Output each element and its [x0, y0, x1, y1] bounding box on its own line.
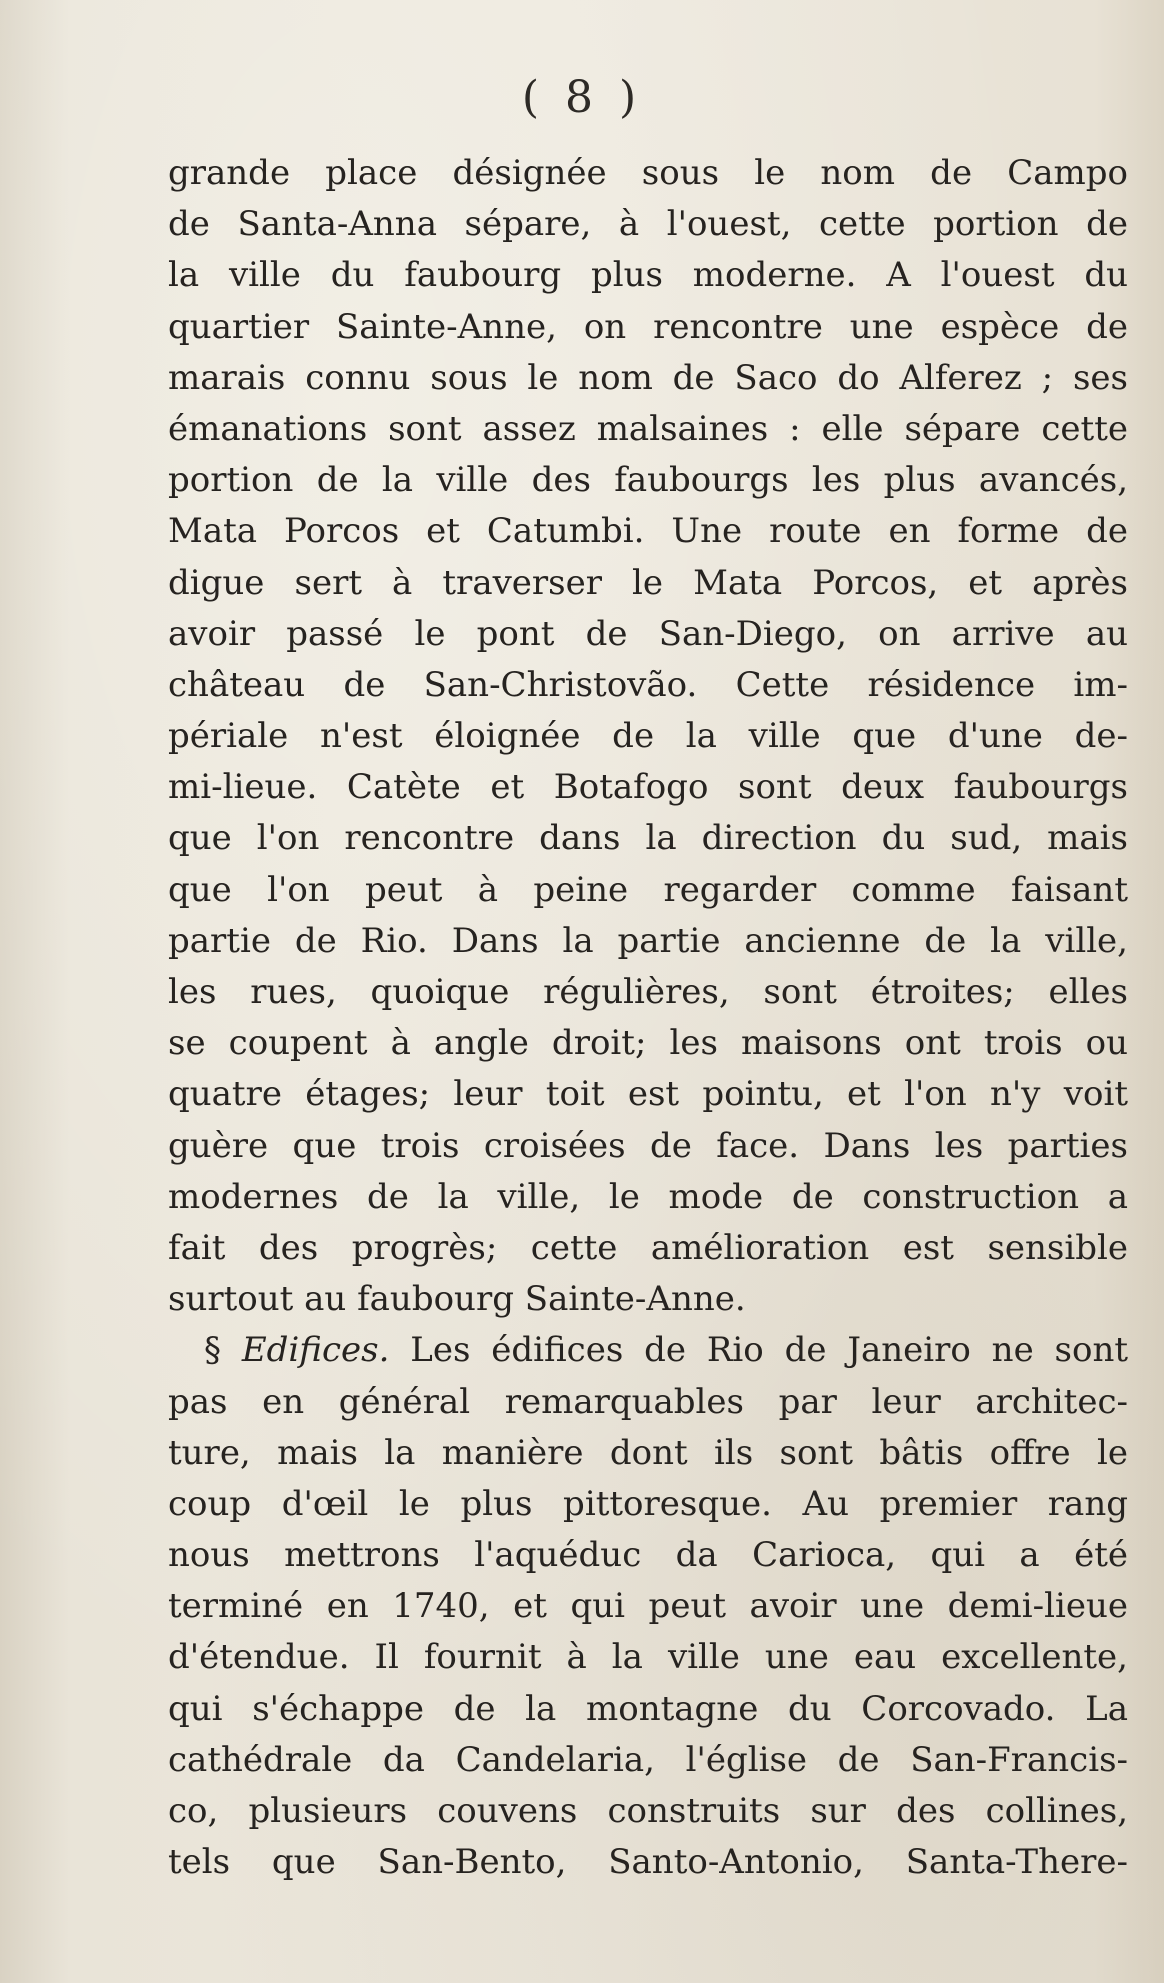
text-line-9: digue sert à traverser le Mata Porcos, et après: [168, 562, 1128, 603]
section-line-8: cathédrale da Candelaria, l'église de San-Francis-: [168, 1739, 1128, 1780]
text-line-19: quatre étages; leur toit est pointu, et l'on n'y voit: [168, 1074, 1128, 1115]
section-line-3: coup d'œil le plus pittoresque. Au premier rang: [168, 1483, 1128, 1524]
section-title: Edifices.: [241, 1330, 390, 1371]
body-text: [168, 148, 1128, 1888]
section-line-6: d'étendue. Il fournit à la ville une eau excellente,: [168, 1637, 1128, 1678]
text-line-1: grande place désignée sous le nom de Campo: [168, 153, 1128, 193]
text-line-23: surtout au faubourg Sainte-Anne.: [168, 1279, 746, 1320]
page-number: ( 8 ): [521, 72, 643, 123]
text-line-4: quartier Sainte-Anne, on rencontre une espèce de: [168, 306, 1128, 347]
text-line-22: fait des progrès; cette amélioration est sensible: [168, 1227, 1128, 1268]
text-line-16: partie de Rio. Dans la partie ancienne de la ville,: [168, 920, 1128, 961]
section-heading-line: [168, 1325, 1128, 1376]
text-line-13: mi-lieue. Catète et Botafogo sont deux faubourgs: [168, 767, 1128, 808]
text-line-11: château de San-Christovão. Cette résidence im-: [168, 664, 1128, 705]
text-line-3: la ville du faubourg plus moderne. A l'ouest du: [168, 255, 1128, 296]
text-line-8: Mata Porcos et Catumbi. Une route en forme de: [168, 511, 1128, 552]
section-line-9: co, plusieurs couvens construits sur des collines,: [168, 1791, 1128, 1831]
section-line-7: qui s'échappe de la montagne du Corcovado. La: [168, 1688, 1128, 1729]
section-line-10: tels que San-Bento, Santo-Antonio, Santa-There-: [168, 1842, 1128, 1883]
text-line-6: émanations sont assez malsaines : elle sépare cette: [168, 408, 1128, 449]
text-line-12: périale n'est éloignée de la ville que d'une de-: [168, 716, 1128, 757]
text-line-5: marais connu sous le nom de Saco do Alferez ; ses: [168, 357, 1128, 398]
text-line-10: avoir passé le pont de San-Diego, on arrive au: [168, 613, 1128, 654]
text-line-7: portion de la ville des faubourgs les plus avancés,: [168, 460, 1128, 501]
section-line-4: nous mettrons l'aquéduc da Carioca, qui a été: [168, 1535, 1128, 1576]
text-line-15: que l'on peut à peine regarder comme faisant: [168, 869, 1128, 910]
text-line-18: se coupent à angle droit; les maisons ont trois ou: [168, 1023, 1128, 1064]
section-line-5: terminé en 1740, et qui peut avoir une demi-lieue: [168, 1586, 1128, 1627]
section-line-2: ture, mais la manière dont ils sont bâtis offre le: [168, 1432, 1128, 1473]
text-line-14: que l'on rencontre dans la direction du sud, mais: [168, 818, 1128, 859]
text-line-17: les rues, quoique régulières, sont étroites; elles: [168, 972, 1128, 1012]
text-line-21: modernes de la ville, le mode de construction a: [168, 1176, 1128, 1217]
section-mark: §: [204, 1330, 221, 1371]
text-line-20: guère que trois croisées de face. Dans les parties: [168, 1125, 1128, 1166]
section-line-1: pas en général remarquables par leur architec-: [168, 1381, 1128, 1422]
section-first-line-text: Les édifices de Rio de Janeiro ne sont: [410, 1330, 1129, 1371]
text-line-2: de Santa-Anna sépare, à l'ouest, cette portion de: [168, 204, 1128, 245]
